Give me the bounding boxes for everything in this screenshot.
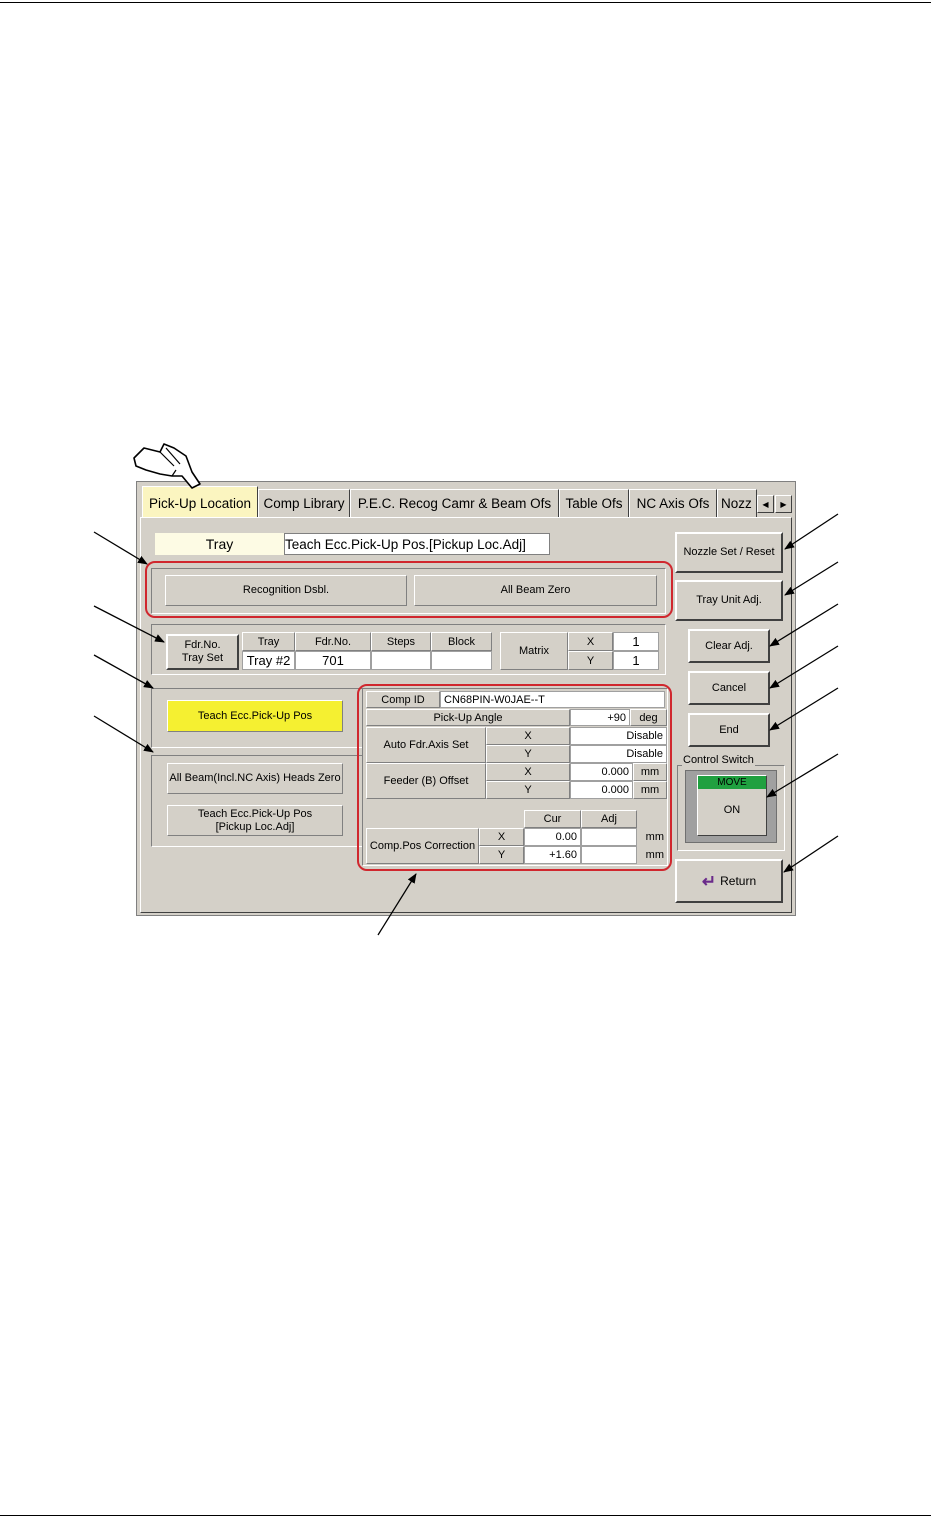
matrix-y-label: Y bbox=[568, 651, 613, 670]
tab-comp-library[interactable]: Comp Library bbox=[258, 489, 350, 517]
comp-id-value[interactable]: CN68PIN-W0JAE--T bbox=[440, 691, 665, 708]
matrix-y-value[interactable]: 1 bbox=[613, 651, 659, 670]
pickup-angle-label: Pick-Up Angle bbox=[366, 709, 570, 726]
teach-adj-line2: [Pickup Loc.Adj] bbox=[215, 820, 295, 833]
fdr-no-value[interactable]: 701 bbox=[295, 651, 371, 670]
control-switch-title: Control Switch bbox=[683, 754, 754, 766]
control-switch-button[interactable]: ON bbox=[697, 775, 767, 836]
matrix-x-value[interactable]: 1 bbox=[613, 632, 659, 651]
tray-unit-adj-button[interactable]: Tray Unit Adj. bbox=[675, 580, 783, 621]
return-arrow-icon: ↵ bbox=[701, 871, 717, 891]
callout-arrow-6 bbox=[785, 562, 838, 595]
corr-x-unit: mm bbox=[645, 831, 664, 843]
matrix-x-label: X bbox=[568, 632, 613, 651]
tray-set-button-line2: Tray Set bbox=[181, 652, 224, 664]
col-header-tray: Tray bbox=[242, 632, 295, 651]
callout-arrow-11 bbox=[784, 836, 838, 872]
comp-pos-correction-label: Comp.Pos Correction bbox=[366, 828, 479, 864]
feeder-offset-x-unit: mm bbox=[633, 763, 667, 781]
auto-fdr-y-value[interactable]: Disable bbox=[570, 745, 667, 763]
col-header-steps: Steps bbox=[371, 632, 431, 651]
pickup-angle-value[interactable]: +90 bbox=[570, 709, 630, 726]
tab-nozzle[interactable]: Nozz bbox=[717, 489, 757, 517]
comp-id-label: Comp ID bbox=[366, 691, 440, 708]
callout-arrow-4 bbox=[94, 716, 153, 752]
callout-arrow-5 bbox=[785, 514, 838, 549]
end-button[interactable]: End bbox=[688, 713, 770, 747]
adj-header: Adj bbox=[581, 810, 637, 828]
tab-scroll-left-button[interactable]: ◀ bbox=[757, 495, 774, 513]
mode-field: Teach Ecc.Pick-Up Pos.[Pickup Loc.Adj] bbox=[284, 533, 550, 555]
callout-arrow-9 bbox=[770, 688, 838, 730]
callout-arrow-8 bbox=[770, 646, 838, 688]
corr-x-cur-value[interactable]: 0.00 bbox=[524, 828, 581, 846]
corr-y-axis: Y bbox=[479, 846, 524, 864]
auto-fdr-y-axis: Y bbox=[486, 745, 570, 763]
callout-arrow-1 bbox=[94, 532, 147, 564]
teach-pickup-pos-button[interactable]: Teach Ecc.Pick-Up Pos bbox=[167, 700, 343, 732]
callout-arrow-12 bbox=[378, 874, 416, 935]
cur-header: Cur bbox=[524, 810, 581, 828]
feeder-offset-y-value[interactable]: 0.000 bbox=[570, 781, 633, 799]
corr-y-cur-value[interactable]: +1.60 bbox=[524, 846, 581, 864]
return-label: Return bbox=[720, 873, 757, 888]
part-type-field: Tray bbox=[155, 533, 284, 555]
all-beam-zero-button[interactable]: All Beam Zero bbox=[414, 575, 657, 606]
auto-fdr-x-axis: X bbox=[486, 727, 570, 745]
tab-scroll-right-button[interactable]: ▶ bbox=[775, 495, 792, 513]
move-indicator: MOVE bbox=[698, 776, 766, 789]
tray-set-button-line1: Fdr.No. bbox=[184, 639, 221, 651]
corr-y-unit: mm bbox=[645, 849, 664, 861]
auto-fdr-x-value[interactable]: Disable bbox=[570, 727, 667, 745]
clear-adj-button[interactable]: Clear Adj. bbox=[688, 629, 770, 663]
callout-arrow-3 bbox=[94, 655, 153, 688]
tab-table-ofs[interactable]: Table Ofs bbox=[559, 489, 629, 517]
teach-adj-line1: Teach Ecc.Pick-Up Pos bbox=[197, 807, 313, 820]
matrix-label: Matrix bbox=[500, 632, 568, 670]
feeder-offset-x-value[interactable]: 0.000 bbox=[570, 763, 633, 781]
callout-arrow-10 bbox=[767, 754, 838, 797]
tab-nc-axis-ofs[interactable]: NC Axis Ofs bbox=[629, 489, 717, 517]
all-beam-heads-zero-button[interactable]: All Beam(Incl.NC Axis) Heads Zero bbox=[167, 763, 343, 794]
corr-x-axis: X bbox=[479, 828, 524, 846]
col-header-fdr-no: Fdr.No. bbox=[295, 632, 371, 651]
cancel-button[interactable]: Cancel bbox=[688, 671, 770, 705]
nozzle-set-reset-button[interactable]: Nozzle Set / Reset bbox=[675, 532, 783, 573]
callout-arrow-2 bbox=[94, 606, 164, 642]
recognition-disable-button[interactable]: Recognition Dsbl. bbox=[165, 575, 407, 606]
feeder-offset-y-unit: mm bbox=[633, 781, 667, 799]
callout-arrow-7 bbox=[770, 604, 838, 646]
feeder-offset-x-axis: X bbox=[486, 763, 570, 781]
col-header-block: Block bbox=[431, 632, 492, 651]
pickup-angle-unit: deg bbox=[630, 709, 667, 726]
auto-fdr-axis-label: Auto Fdr.Axis Set bbox=[366, 727, 486, 763]
feeder-offset-label: Feeder (B) Offset bbox=[366, 763, 486, 799]
tab-pec-recog[interactable]: P.E.C. Recog Camr & Beam Ofs bbox=[350, 489, 559, 517]
tab-pick-up-location[interactable]: Pick-Up Location bbox=[142, 486, 258, 518]
feeder-offset-y-axis: Y bbox=[486, 781, 570, 799]
tray-value[interactable]: Tray #2 bbox=[242, 651, 295, 670]
